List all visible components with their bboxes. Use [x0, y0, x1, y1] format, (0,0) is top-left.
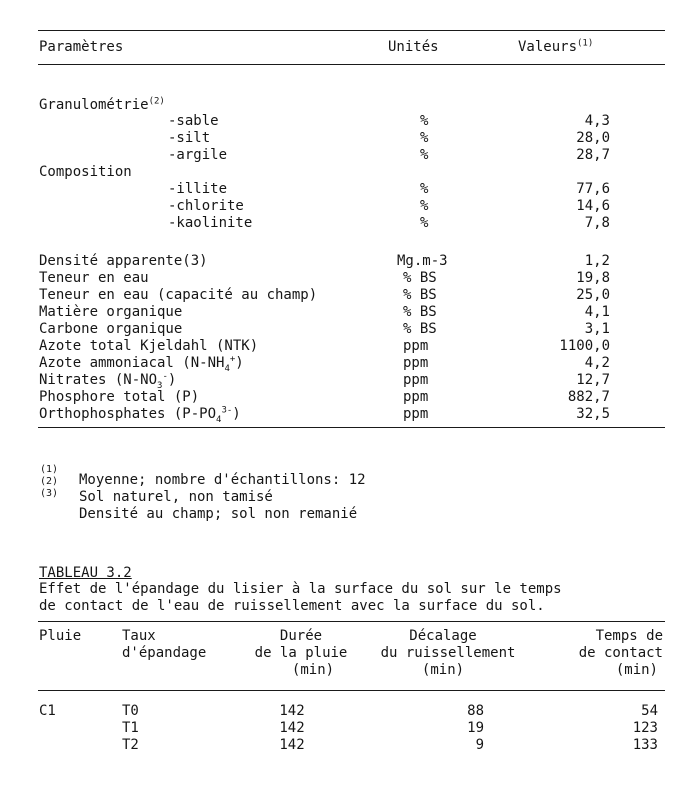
header-valeurs: Valeurs$^{(1)}$	[518, 38, 594, 55]
table2-caption-line2: de contact de l'eau de ruissellement avec la surface du sol.	[39, 598, 545, 614]
footnote-2: Sol naturel, non tamisé	[79, 489, 273, 505]
table2-caption-line1: Effet de l'épandage du lisier à la surface du sol sur le temps	[39, 581, 562, 597]
table2-header-rule	[38, 690, 665, 691]
table2-top-rule	[38, 621, 665, 622]
table-bottom-rule	[38, 427, 665, 428]
group-title-granulometrie: Granulométrie$^{(2)}$	[39, 96, 165, 113]
header-bottom-rule	[38, 64, 665, 65]
header-unites: Unités	[388, 39, 439, 55]
t2-header-pluie: Pluie	[39, 628, 82, 644]
footnote-1: Moyenne; nombre d'échantillons: 12	[79, 472, 366, 488]
table2-label: TABLEAU 3.2	[39, 565, 132, 581]
group-title-composition: Composition	[39, 164, 132, 180]
table-top-rule	[38, 30, 665, 31]
footnote-3: Densité au champ; sol non remanié	[79, 506, 358, 522]
header-parametres: Paramètres	[39, 39, 124, 55]
